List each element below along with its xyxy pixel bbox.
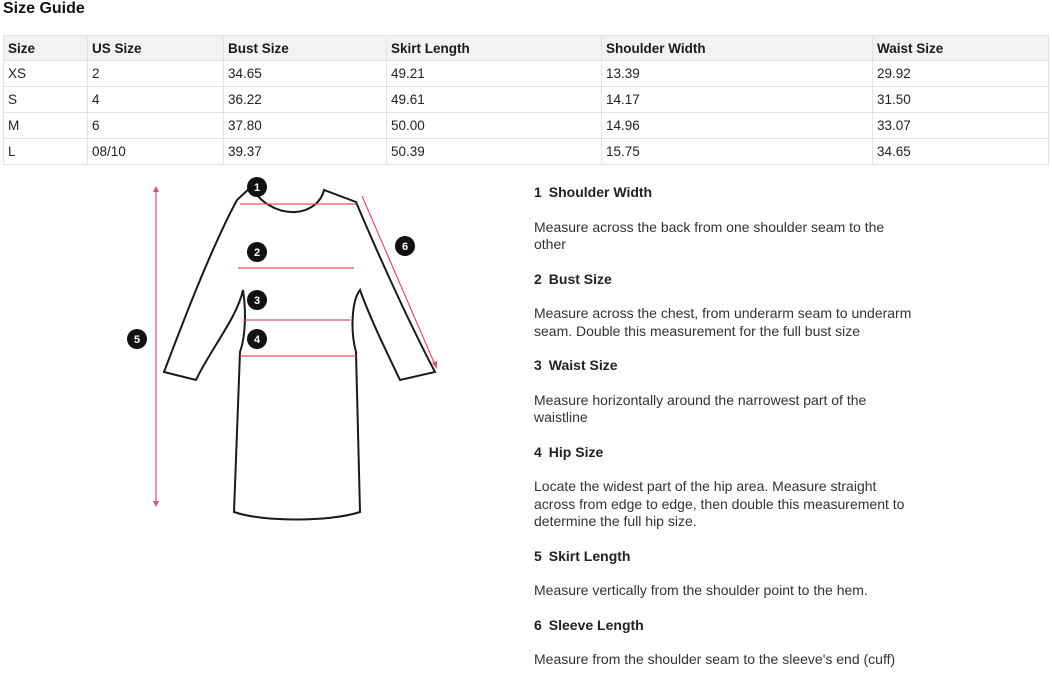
table-row: [4, 113, 1049, 139]
table-row: [4, 87, 1049, 113]
measurement-body-hip-size: Locate the widest part of the hip area. Measure straight across from edge to edge, then double this measurement to determine the full hip size.: [534, 478, 905, 529]
table-cell: 49.61: [387, 87, 602, 113]
marker-5: [127, 329, 147, 349]
measurement-body-waist-size: Measure horizontally around the narrowest part of the waistline: [534, 391, 867, 425]
table-cell: 15.75: [602, 139, 873, 165]
table-cell: 34.65: [873, 139, 1049, 165]
marker-3-label: 3: [253, 295, 261, 307]
table-row: [4, 61, 1049, 87]
skirt-length-arrow-bottom: [153, 501, 159, 507]
page-title: Size Guide: [3, 0, 85, 17]
marker-6-label: 6: [401, 241, 409, 253]
table-cell: S: [4, 87, 88, 113]
table-cell: 4: [88, 87, 224, 113]
table-cell: 36.22: [224, 87, 387, 113]
marker-1-label: 1: [253, 182, 261, 194]
table-cell: L: [4, 139, 88, 165]
table-cell: 2: [88, 61, 224, 87]
measurement-title-sleeve-length: 6 Sleeve Length: [534, 616, 644, 633]
table-cell: 50.00: [387, 113, 602, 139]
dress-outline: [164, 186, 435, 520]
dress-measurement-diagram: [120, 172, 460, 532]
table-cell: XS: [4, 61, 88, 87]
table-cell: 34.65: [224, 61, 387, 87]
col-header-us-size: US Size: [88, 36, 224, 61]
table-cell: 31.50: [873, 87, 1049, 113]
marker-3: [247, 290, 267, 310]
measurement-body-shoulder-width: Measure across the back from one shoulder seam to the other: [534, 218, 885, 252]
measurement-body-sleeve-length: Measure from the shoulder seam to the sleeve's end (cuff): [534, 651, 896, 667]
marker-6: [395, 236, 415, 256]
table-cell: 50.39: [387, 139, 602, 165]
table-cell: 49.21: [387, 61, 602, 87]
col-header-shoulder-width: Shoulder Width: [602, 36, 873, 61]
table-cell: M: [4, 113, 88, 139]
table-cell: 14.96: [602, 113, 873, 139]
marker-4-label: 4: [253, 334, 261, 346]
col-header-skirt-length: Skirt Length: [387, 36, 602, 61]
table-cell: 39.37: [224, 139, 387, 165]
table-cell: 6: [88, 113, 224, 139]
measurement-body-skirt-length: Measure vertically from the shoulder point to the hem.: [534, 582, 868, 598]
size-table: [3, 35, 1049, 165]
col-header-size: Size: [4, 36, 88, 61]
table-cell: 13.39: [602, 61, 873, 87]
measurement-title-shoulder-width: 1 Shoulder Width: [534, 184, 653, 200]
col-header-waist-size: Waist Size: [873, 36, 1049, 61]
col-header-bust-size: Bust Size: [224, 36, 387, 61]
marker-2-label: 2: [253, 247, 261, 259]
sleeve-length-line: [362, 196, 436, 367]
marker-1: [247, 177, 267, 197]
table-cell: 37.80: [224, 113, 387, 139]
marker-2: [247, 242, 267, 262]
measurement-body-bust-size: Measure across the chest, from underarm seam to underarm seam. Double this measurement for the full bust size: [534, 305, 912, 339]
table-header-row: [4, 36, 1049, 61]
table-cell: 14.17: [602, 87, 873, 113]
measurement-title-waist-size: 3 Waist Size: [534, 357, 618, 373]
marker-5-label: 5: [133, 334, 141, 346]
measurement-instructions: [534, 184, 914, 669]
marker-4: [247, 329, 267, 349]
measurement-title-bust-size: 2 Bust Size: [534, 270, 612, 287]
table-cell: 29.92: [873, 61, 1049, 87]
table-cell: 08/10: [88, 139, 224, 165]
measurement-title-hip-size: 4 Hip Size: [534, 443, 604, 460]
table-row: [4, 139, 1049, 165]
skirt-length-arrow-top: [153, 186, 159, 192]
table-cell: 33.07: [873, 113, 1049, 139]
measurement-title-skirt-length: 5 Skirt Length: [534, 547, 631, 564]
